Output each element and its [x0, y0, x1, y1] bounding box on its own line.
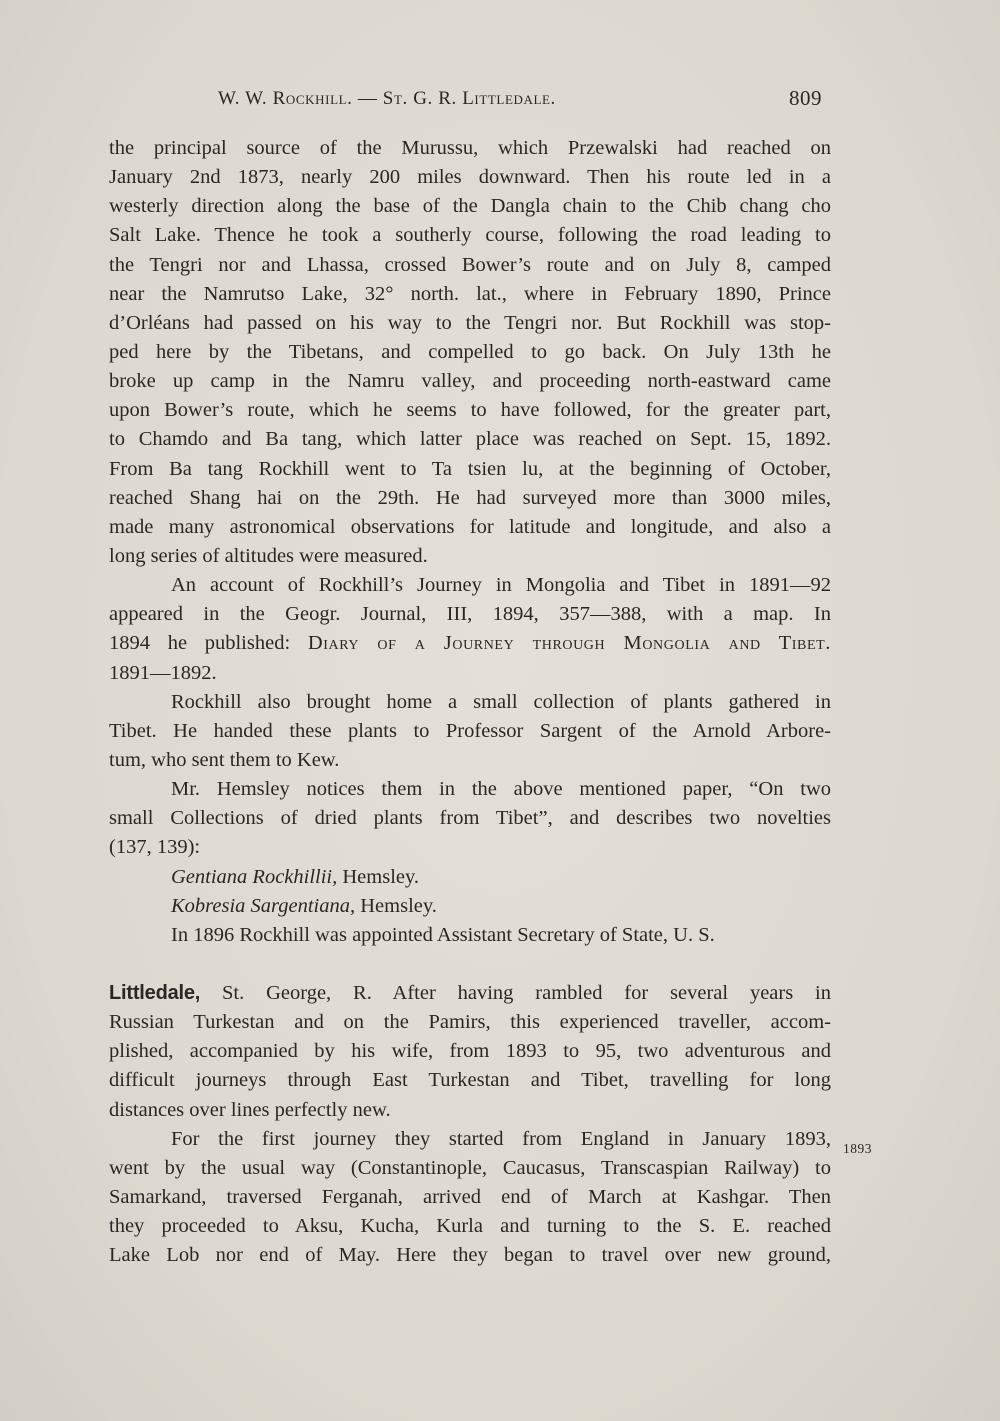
text-line: Mr. Hemsley notices them in the above mentioned paper, “On two [171, 778, 831, 801]
text-line: made many astronomical observations for latitude and longitude, and also a [109, 515, 831, 538]
text-line [109, 629, 831, 658]
entry-heading-line [109, 979, 831, 1008]
text-fragment: 1894 he published: [109, 632, 291, 655]
text-line: appeared in the Geogr. Journal, III, 1894, 357—388, with a map. In [109, 603, 831, 626]
text-line: Russian Turkestan and on the Pamirs, this experienced traveller, accom- [109, 1011, 831, 1034]
species-line [109, 892, 831, 921]
text-line: ped here by the Tibetans, and compelled to go back. On July 13th he [109, 340, 831, 363]
body-text [109, 134, 831, 1270]
text-line: the Tengri nor and Lhassa, crossed Bower’s route and on July 8, camped [109, 253, 831, 276]
text-line: An account of Rockhill’s Journey in Mongolia and Tibet in 1891—92 [171, 574, 831, 597]
text-line: Rockhill also brought home a small collection of plants gathered in [171, 690, 831, 713]
species-name: Kobresia Sargentiana, [171, 894, 356, 917]
text-line: 1891—1892. [109, 661, 217, 684]
text-line: d’Orléans had passed on his way to the Tengri nor. But Rockhill was stop- [109, 311, 831, 334]
text-line: small Collections of dried plants from Tibet”, and describes two novelties [109, 807, 831, 830]
text-line: Salt Lake. Thence he took a southerly course, following the road leading to [109, 224, 831, 247]
species-author: Hemsley. [360, 894, 437, 917]
page-number: 809 [789, 86, 822, 110]
text-line: distances over lines perfectly new. [109, 1098, 391, 1121]
text-line: to Chamdo and Ba tang, which latter place was reached on Sept. 15, 1892. [109, 428, 831, 451]
species-name: Gentiana Rockhillii, [171, 865, 338, 888]
text-line: difficult journeys through East Turkestan and Tibet, travelling for long [109, 1069, 831, 1092]
text-line: upon Bower’s route, which he seems to have followed, for the greater part, [109, 399, 831, 422]
text-line: For the first journey they started from England in January 1893, [171, 1127, 831, 1150]
book-title: Diary of a Journey through Mongolia and Tibet. [307, 632, 832, 655]
text-line: plished, accompanied by his wife, from 1893 to 95, two adventurous and [109, 1040, 831, 1063]
text-line: went by the usual way (Constantinople, Caucasus, Transcaspian Railway) to [109, 1156, 831, 1179]
text-line: westerly direction along the base of the Dangla chain to the Chib chang cho [109, 195, 831, 218]
running-head: W. W. Rockhill. — St. G. R. Littledale. [218, 88, 556, 109]
text-line: long series of altitudes were measured. [109, 544, 428, 567]
text-line: broke up camp in the Namru valley, and proceeding north-eastward came [109, 370, 831, 393]
text-line: reached Shang hai on the 29th. He had surveyed more than 3000 miles, [109, 486, 831, 509]
margin-note: 1893 [843, 1141, 872, 1156]
text-line: they proceeded to Aksu, Kucha, Kurla and turning to the S. E. reached [109, 1215, 831, 1238]
text-line: From Ba tang Rockhill went to Ta tsien lu, at the beginning of October, [109, 457, 831, 480]
text-line: Lake Lob nor end of May. Here they began to travel over new ground, [109, 1244, 831, 1267]
text-line: In 1896 Rockhill was appointed Assistant Secretary of State, U. S. [171, 923, 715, 946]
text-line: near the Namrutso Lake, 32° north. lat., where in February 1890, Prince [109, 282, 831, 305]
text-line: Samarkand, traversed Ferganah, arrived end of March at Kashgar. Then [109, 1185, 831, 1208]
text-line: the principal source of the Murussu, which Przewalski had reached on [109, 137, 831, 159]
text-line: (137, 139): [109, 836, 201, 859]
section-spacer [109, 950, 831, 979]
species-author: Hemsley. [342, 865, 420, 888]
page-header [110, 84, 822, 118]
entry-name: Littledale, [109, 981, 201, 1004]
text-line: tum, who sent them to Kew. [109, 748, 340, 771]
text-line: Tibet. He handed these plants to Professor Sargent of the Arnold Arbore- [109, 719, 831, 742]
species-line [109, 863, 831, 892]
text-fragment: St. George, R. After having rambled for several years in [222, 981, 831, 1004]
text-line: January 2nd 1873, nearly 200 miles downward. Then his route led in a [109, 166, 831, 189]
